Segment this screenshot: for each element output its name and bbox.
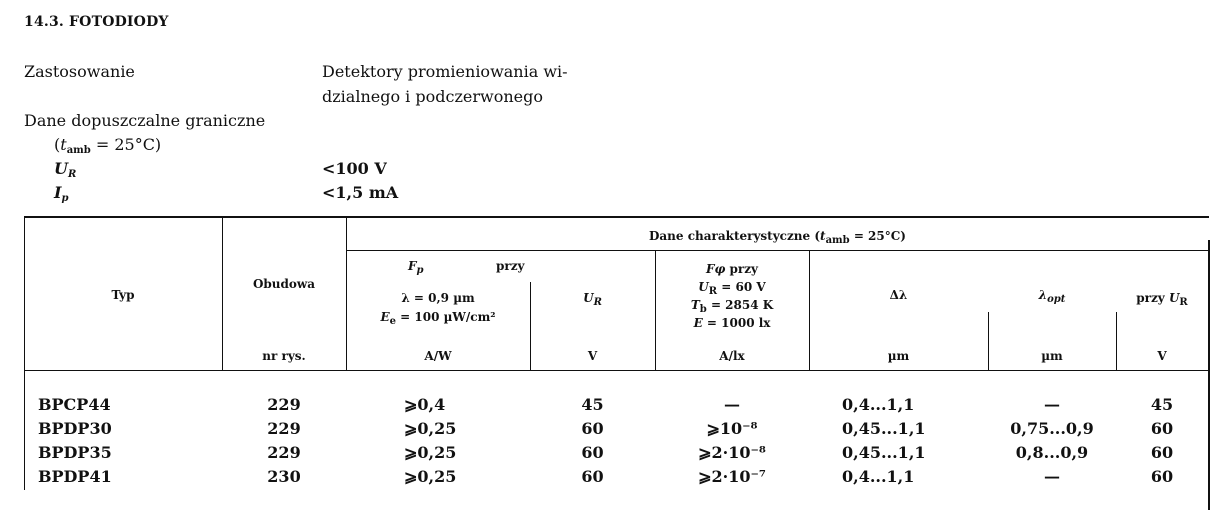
ip-limit: <1,5 mA — [322, 183, 399, 202]
header-fphi-unit: A/lx — [719, 349, 745, 363]
application-value-line1: Detektory promieniowania wi- — [322, 62, 568, 81]
cell-ur: 45 — [581, 395, 604, 414]
cell-delta-lambda: 0,45...1,1 — [842, 419, 926, 438]
limits-condition: $(t_{amb} = 25^\circ C)$ — [54, 135, 162, 156]
application-value-line2: dzialnego i podczerwonego — [322, 87, 543, 106]
cell-przy-ur: 60 — [1150, 443, 1174, 462]
header-fphi-e-value: = 1000 lx — [706, 316, 771, 330]
cell-typ: BPDP41 — [38, 467, 112, 486]
header-fp-ee: $E_e = 100$ µW/cm² — [380, 310, 496, 327]
cell-lambda-opt: 0,75...0,9 — [1010, 419, 1094, 438]
cell-obudowa: 229 — [267, 395, 301, 414]
header-przy-ur: przy $U_R$ — [1136, 291, 1188, 308]
cell-typ: BPDP30 — [38, 419, 112, 438]
header-lambda-opt-unit: µm — [1041, 349, 1063, 363]
cell-lambda-opt: — — [1044, 395, 1060, 414]
cell-przy-ur: 60 — [1150, 467, 1174, 486]
cell-typ: BPDP35 — [38, 443, 112, 462]
cell-fp: ⩾0,4 — [404, 395, 446, 414]
cell-delta-lambda: 0,4...1,1 — [842, 395, 915, 414]
header-fphi-ur: $U_R = 60$ V — [698, 280, 766, 297]
header-typ: Typ — [111, 288, 135, 302]
header-bottom-rule — [24, 370, 1209, 371]
cell-lambda-opt: 0,8...0,9 — [1015, 443, 1089, 462]
header-delta-lambda-unit: µm — [887, 349, 910, 363]
header-fphi-tb: $T_b = 2854$ K — [690, 298, 774, 315]
header-przy-ur-label: przy — [1136, 291, 1165, 305]
header-fphi-tb-value: = 2854 K — [710, 298, 774, 312]
header-fp-przy: przy — [496, 259, 525, 273]
header-delta-lambda: Δλ — [889, 288, 908, 302]
table-top-rule — [24, 216, 1209, 218]
cell-ur: 60 — [581, 443, 604, 462]
cell-fphi: ⩾2·10⁻⁷ — [698, 467, 766, 486]
cell-fp: ⩾0,25 — [404, 443, 457, 462]
cell-przy-ur: 45 — [1150, 395, 1174, 414]
cell-fphi: — — [724, 395, 740, 414]
ur-limit: <100 V — [322, 159, 387, 178]
header-fphi-ur-value: = 60 V — [721, 280, 766, 294]
cell-typ: BPCP44 — [38, 395, 111, 414]
cell-delta-lambda: 0,45...1,1 — [842, 443, 926, 462]
ur-symbol: $U_R$ — [54, 159, 77, 180]
cell-lambda-opt: — — [1044, 467, 1060, 486]
header-ur: $U_R$ — [583, 291, 602, 308]
cell-przy-ur: 60 — [1150, 419, 1174, 438]
header-fphi-przy: przy — [729, 262, 759, 276]
subheader-rule — [346, 250, 1209, 251]
header-fp-unit: A/W — [424, 349, 452, 363]
cell-obudowa: 230 — [267, 467, 301, 486]
section-title: 14.3. FOTODIODY — [24, 14, 169, 30]
header-przy-ur-unit: V — [1157, 349, 1167, 363]
cell-obudowa: 229 — [267, 443, 301, 462]
cell-fp: ⩾0,25 — [404, 467, 457, 486]
header-nr-rys: nr rys. — [262, 349, 306, 363]
header-obudowa: Obudowa — [252, 277, 316, 291]
cell-fphi: ⩾2·10⁻⁸ — [698, 443, 766, 462]
cell-ur: 60 — [581, 419, 604, 438]
table-right-border — [1208, 240, 1210, 510]
cell-fp: ⩾0,25 — [404, 419, 457, 438]
header-fp-lambda: λ = 0,9 µm — [401, 291, 475, 305]
header-fphi: Fφ przy — [705, 262, 759, 276]
ip-symbol: $I_p$ — [54, 183, 69, 204]
limits-heading: Dane dopuszczalne graniczne — [24, 111, 266, 130]
table-left-border — [24, 216, 25, 490]
cell-fphi: ⩾10⁻⁸ — [706, 419, 758, 438]
cell-delta-lambda: 0,4...1,1 — [842, 467, 915, 486]
header-ur-unit: V — [587, 349, 598, 363]
header-fp-symbol: $F_p$ — [408, 259, 424, 276]
header-lambda-opt: $\lambda_{opt}$ — [1038, 288, 1066, 305]
cell-obudowa: 229 — [267, 419, 301, 438]
cell-ur: 60 — [581, 467, 604, 486]
header-dane-charakterystyczne: Dane charakterystyczne $(t_{amb} = 25^\circ C)$ — [649, 229, 906, 246]
col-divider-typ — [222, 218, 223, 370]
application-label: Zastosowanie — [24, 62, 135, 81]
header-fphi-e: E = 1000 lx — [693, 316, 771, 330]
header-fp-ee-value: = 100 µW/cm² — [400, 310, 496, 324]
